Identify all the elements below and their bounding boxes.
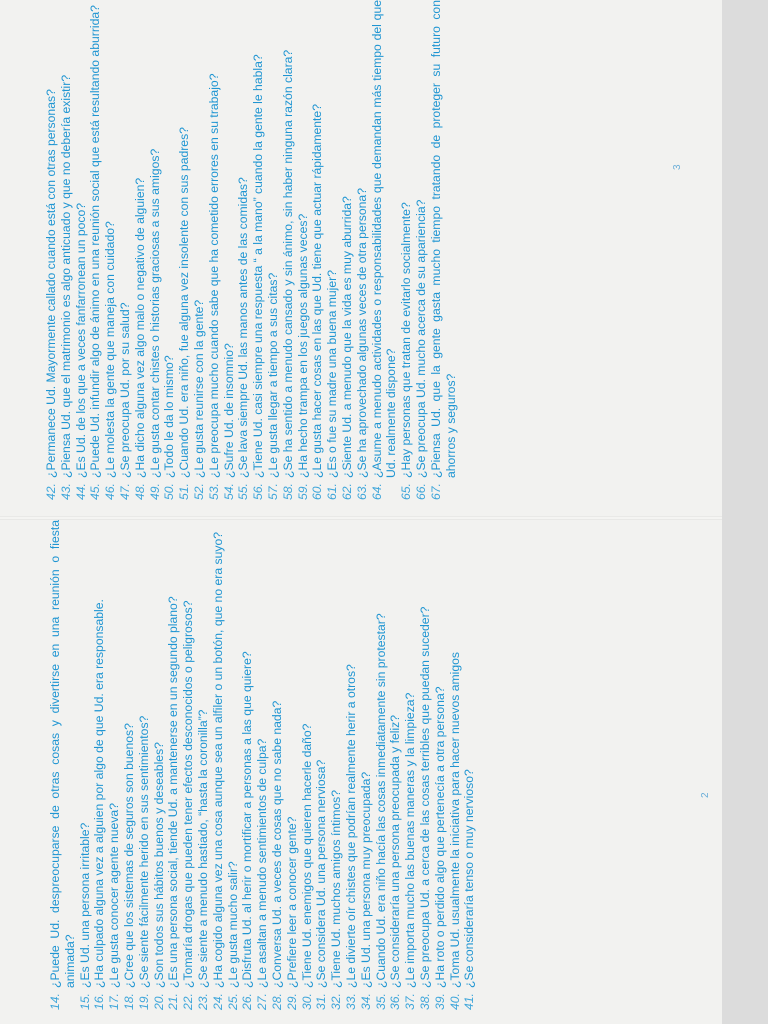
question-item <box>329 520 344 1010</box>
question-text: ¿Piensa Ud. que el matrimonio es algo anticuado y que no debería existir? <box>58 74 73 478</box>
scan-edge <box>722 0 768 1024</box>
question-item <box>310 0 325 500</box>
question-number: 37. <box>403 993 418 1010</box>
question-number: 41. <box>462 993 477 1010</box>
question-item <box>137 520 152 1010</box>
question-text: ¿Conversa Ud. a veces de cosas que no sabe nada? <box>269 700 284 988</box>
question-text: ¿Se ha aprovechado algunas veces de otra persona? <box>354 188 369 478</box>
question-item <box>285 520 300 1010</box>
question-text: ¿Es Ud. de los que a veces fanfarronean un poco? <box>73 202 88 478</box>
question-text: ¿Tiene Ud. enemigos que quieren hacerle daño? <box>299 723 314 988</box>
question-list-page-2 <box>48 520 477 1010</box>
question-text: ¿Le gusta conocer agente nueva? <box>107 803 122 988</box>
question-text: ¿Todo le da lo mismo? <box>162 355 177 478</box>
question-text: ¿Permanece Ud. Mayormente callado cuando está con otras personas? <box>44 89 58 478</box>
question-text: ¿Le preocupa mucho cuando sabe que ha cometido errores en su trabajo? <box>206 73 221 478</box>
question-text: ¿Se consideraría una persona preocupada y feliz? <box>388 714 403 988</box>
question-number: 62. <box>339 483 354 500</box>
question-item <box>74 0 89 500</box>
question-number: 65. <box>399 483 414 500</box>
question-text: ¿Siente Ud. a menudo que la vida es muy aburrida? <box>339 196 354 478</box>
question-number: 21. <box>166 993 181 1010</box>
question-item <box>226 520 241 1010</box>
question-text: ¿Se considera Ud. una persona nerviosa? <box>314 759 329 988</box>
question-text: ¿Es o fue su madre una buena mujer? <box>325 270 340 478</box>
question-text: ¿Cuando Ud. era niño, fue alguna vez insolente con sus padres? <box>177 127 192 478</box>
question-item <box>296 0 311 500</box>
question-text: ¿Disfruta Ud. al herir o mortificar a personas a las que quiere? <box>240 651 255 988</box>
question-number: 32. <box>329 993 344 1010</box>
question-number: 25. <box>225 993 240 1010</box>
question-item <box>270 520 285 1010</box>
question-item <box>414 0 429 500</box>
question-item <box>211 520 226 1010</box>
question-text: ¿Ha cogido alguna vez una cosa aunque sea un alfiler o un botón, que no era suyo? <box>210 531 225 988</box>
question-text: ¿Se siente fácilmente herido en sus sentimientos? <box>136 715 151 988</box>
question-item <box>133 0 148 500</box>
question-item <box>448 520 463 1010</box>
question-item <box>255 520 270 1010</box>
question-number: 46. <box>103 483 118 500</box>
question-number: 45. <box>88 483 103 500</box>
question-number: 64. <box>369 483 384 500</box>
question-item <box>374 520 389 1010</box>
question-item <box>118 0 133 500</box>
question-number: 18. <box>121 993 136 1010</box>
question-number: 19. <box>136 993 151 1010</box>
question-item <box>222 0 237 500</box>
question-number: 26. <box>240 993 255 1010</box>
question-number: 54. <box>221 483 236 500</box>
question-number: 59. <box>295 483 310 500</box>
question-text: ¿Se preocupa Ud. a cerca de las cosas terribles que puedan suceder? <box>417 606 432 988</box>
question-number: 31. <box>314 993 329 1010</box>
question-number: 34. <box>358 993 373 1010</box>
question-text: ¿Le gusta reunirse con la gente? <box>191 299 206 478</box>
question-item <box>166 520 181 1010</box>
question-item <box>462 520 477 1010</box>
question-item <box>355 0 370 500</box>
question-number: 53. <box>206 483 221 500</box>
question-number: 63. <box>354 483 369 500</box>
question-number: 50. <box>162 483 177 500</box>
question-number: 15. <box>77 993 92 1010</box>
question-number: 30. <box>299 993 314 1010</box>
question-number: 48. <box>132 483 147 500</box>
question-item <box>207 0 222 500</box>
question-text: ¿Son todos sus hábitos buenos y deseables? <box>151 742 166 988</box>
question-text: ¿Le gusta contar chistes o historias graciosas a sus amigos? <box>147 148 162 478</box>
page-3 <box>0 0 720 500</box>
question-item <box>399 0 414 500</box>
question-item <box>433 520 448 1010</box>
question-item <box>281 0 296 500</box>
question-number: 16. <box>92 993 107 1010</box>
question-text: ¿Ha roto o perdido algo que pertenecía a otra persona? <box>432 686 447 988</box>
question-number: 42. <box>44 483 58 500</box>
question-text: ¿Es Ud. una persona muy preocupada? <box>358 771 373 988</box>
question-text: ¿Se ha sentido a menudo cansado y sin ánimo, sin haber ninguna razón clara? <box>280 49 295 478</box>
question-text: ¿Ha hecho trampa en los juegos algunas veces? <box>295 213 310 478</box>
question-text: ¿Piensa Ud. que la gente gasta mucho tiempo tratando de proteger su futuro con ahorros y seguros? <box>428 0 458 478</box>
question-number: 40. <box>447 993 462 1010</box>
question-text: ¿Se preocupa Ud. por su salud? <box>117 302 132 478</box>
question-number: 29. <box>284 993 299 1010</box>
question-text: ¿Puede Ud. infundir algo de ánimo en una reunión social que está resultando aburrida? <box>88 5 103 478</box>
question-item <box>122 520 137 1010</box>
question-list-page-3 <box>44 0 458 500</box>
question-item <box>403 520 418 1010</box>
question-text: ¿Tiene Ud. casi siempre una respuesta “ a la mano” cuando la gente le habla? <box>251 54 266 478</box>
question-number: 67. <box>428 483 443 500</box>
question-text: ¿Sufre Ud. de insomnio? <box>221 343 236 478</box>
question-text: ¿Le asaltan a menudo sentimientos de culpa? <box>255 738 270 988</box>
question-text: ¿Le gusta hacer cosas en las que Ud. tiene que actuar rápidamente? <box>310 104 325 478</box>
question-text: ¿Tomaría drogas que pueden tener efectos desconocidos o peligrosos? <box>181 600 196 988</box>
page-number: 3 <box>672 164 683 170</box>
question-number: 44. <box>73 483 88 500</box>
question-item <box>429 0 459 500</box>
question-item <box>44 0 59 500</box>
question-text: ¿Le gusta llegar a tiempo a sus citas? <box>265 272 280 478</box>
question-item <box>359 520 374 1010</box>
question-text: ¿Es Ud. una persona irritable? <box>77 822 92 988</box>
question-number: 61. <box>325 483 340 500</box>
question-item <box>340 0 355 500</box>
question-item <box>148 0 163 500</box>
question-item <box>325 0 340 500</box>
question-number: 60. <box>310 483 325 500</box>
question-number: 51. <box>177 483 192 500</box>
question-text: ¿Prefiere leer a conocer gente? <box>284 816 299 988</box>
question-item <box>236 0 251 500</box>
question-item <box>196 520 211 1010</box>
question-number: 28. <box>269 993 284 1010</box>
question-number: 43. <box>58 483 73 500</box>
question-item <box>48 520 78 1010</box>
question-item <box>88 0 103 500</box>
question-text: ¿Se siente a menudo hastiado, “hasta la coronilla”? <box>195 709 210 988</box>
question-number: 39. <box>432 993 447 1010</box>
question-item <box>344 520 359 1010</box>
question-item <box>107 520 122 1010</box>
question-number: 55. <box>236 483 251 500</box>
question-number: 58. <box>280 483 295 500</box>
question-number: 56. <box>251 483 266 500</box>
question-text: ¿Ha dicho alguna vez algo malo o negativo de alguien? <box>132 177 147 478</box>
question-number: 36. <box>388 993 403 1010</box>
question-item <box>192 0 207 500</box>
question-text: ¿Es una persona social, tiende Ud. a mantenerse en un segundo plano? <box>166 596 181 988</box>
page-2 <box>0 516 720 1016</box>
question-item <box>181 520 196 1010</box>
question-number: 27. <box>255 993 270 1010</box>
question-text: ¿Cuando Ud. era niño hacía las cosas inmediatamente sin protestar? <box>373 613 388 988</box>
question-number: 20. <box>151 993 166 1010</box>
question-number: 66. <box>413 483 428 500</box>
question-number: 23. <box>195 993 210 1010</box>
question-text: ¿Puede Ud. despreocuparse de otras cosas y divertirse en una reunión o fiesta animada? <box>48 520 77 988</box>
question-number: 47. <box>117 483 132 500</box>
question-number: 35. <box>373 993 388 1010</box>
question-item <box>92 520 107 1010</box>
question-text: ¿Cree que los sistemas de seguros son buenos? <box>121 723 136 988</box>
question-number: 33. <box>343 993 358 1010</box>
question-text: ¿Se preocupa Ud. mucho acerca de su apariencia? <box>413 199 428 478</box>
question-item <box>240 520 255 1010</box>
question-text: ¿Toma Ud. usualmente la iniciativa para hacer nuevos amigos <box>447 652 462 988</box>
question-item <box>300 520 315 1010</box>
question-item <box>162 0 177 500</box>
question-text: ¿Se consideraría tenso o muy nervioso? <box>462 769 477 988</box>
question-text: ¿Tiene Ud. muchos amigos íntimos? <box>329 789 344 988</box>
question-number: 38. <box>417 993 432 1010</box>
question-text: ¿Ha culpado alguna vez a alguien por algo de que Ud. era responsable. <box>92 599 107 988</box>
question-number: 49. <box>147 483 162 500</box>
question-number: 24. <box>210 993 225 1010</box>
question-item <box>388 520 403 1010</box>
question-item <box>418 520 433 1010</box>
question-text: ¿Le divierte oír chistes que podrían realmente herir a otros? <box>343 664 358 988</box>
question-number: 17. <box>107 993 122 1010</box>
page-number: 2 <box>700 792 711 798</box>
question-text: ¿Se lava siempre Ud. las manos antes de las comidas? <box>236 177 251 478</box>
question-item <box>314 520 329 1010</box>
question-number: 52. <box>191 483 206 500</box>
question-text: ¿Asume a menudo actividades o responsabilidades que demandan más tiempo del que Ud. realmente dispone? <box>369 0 399 478</box>
question-number: 14. <box>48 993 62 1010</box>
question-text: ¿Le gusta mucho salir? <box>225 861 240 988</box>
question-item <box>177 0 192 500</box>
question-item <box>103 0 118 500</box>
question-item <box>59 0 74 500</box>
question-text: ¿Le molesta la gente que maneja con cuidado? <box>103 221 118 478</box>
question-text: ¿Le importa mucho las buenas maneras y la limpieza? <box>403 692 418 988</box>
question-item <box>251 0 266 500</box>
question-item <box>152 520 167 1010</box>
question-item <box>370 0 400 500</box>
question-text: ¿Hay personas que tratan de evitarlo socialmente? <box>399 202 414 478</box>
question-item <box>78 520 93 1010</box>
question-number: 57. <box>265 483 280 500</box>
question-item <box>266 0 281 500</box>
question-number: 22. <box>181 993 196 1010</box>
